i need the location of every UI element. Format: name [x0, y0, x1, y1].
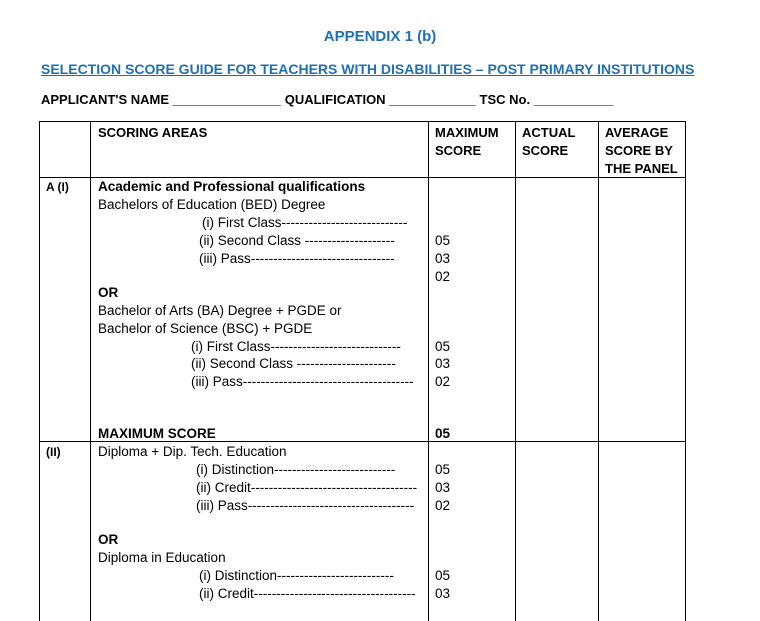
- edu-score-credit: 03: [435, 586, 451, 601]
- bed-score-first: 05: [435, 233, 451, 248]
- diploma-education-title: Diploma in Education: [98, 550, 226, 565]
- ba-score-second: 03: [435, 356, 451, 371]
- diploma-item-credit: (ii) Credit-------------------------------------: [196, 480, 418, 495]
- ba-title-line-2: Bachelor of Science (BSC) + PGDE: [98, 321, 313, 336]
- bed-score-second: 03: [435, 251, 451, 266]
- column-header-average-score: AVERAGE SCORE BY THE PANEL: [605, 125, 678, 176]
- diploma-score-pass: 02: [435, 498, 451, 513]
- document-title: SELECTION SCORE GUIDE FOR TEACHERS WITH DISABILITIES – POST PRIMARY INSTITUTIONS: [41, 61, 695, 77]
- ba-score-pass: 02: [435, 374, 451, 389]
- diploma-score-credit: 03: [435, 480, 451, 495]
- column-header-actual-score: ACTUAL SCORE: [522, 125, 576, 158]
- edu-score-distinction: 05: [435, 568, 451, 583]
- section-a-heading: Academic and Professional qualifications: [98, 179, 366, 194]
- appendix-title: APPENDIX 1 (b): [323, 28, 437, 45]
- diploma-item-pass: (iii) Pass-------------------------------------: [196, 498, 415, 513]
- applicant-line: APPLICANT'S NAME _______________ QUALIFICATION ____________ TSC No. ___________: [41, 92, 614, 107]
- bed-title: Bachelors of Education (BED) Degree: [98, 197, 326, 212]
- ba-item-pass: (iii) Pass--------------------------------------: [191, 374, 414, 389]
- score-table: [39, 121, 686, 621]
- diploma-item-distinction: (i) Distinction---------------------------: [196, 462, 396, 477]
- column-header-maximum-score: MAXIMUM SCORE: [435, 125, 499, 158]
- edu-item-distinction: (i) Distinction--------------------------: [199, 568, 394, 583]
- or-label-2: OR: [98, 532, 119, 547]
- bed-item-pass: (iii) Pass--------------------------------: [199, 251, 395, 266]
- bed-item-second-class: (ii) Second Class --------------------: [199, 233, 395, 248]
- ba-title-line-1: Bachelor of Arts (BA) Degree + PGDE or: [98, 303, 342, 318]
- ba-item-second-class: (ii) Second Class ----------------------: [191, 356, 396, 371]
- or-label: OR: [98, 285, 119, 300]
- diploma-title: Diploma + Dip. Tech. Education: [98, 444, 287, 459]
- maximum-score-value: 05: [435, 426, 451, 441]
- diploma-score-distinction: 05: [435, 462, 451, 477]
- section-label-a: A (I): [46, 180, 69, 194]
- bed-item-first-class: (i) First Class----------------------------: [202, 215, 408, 230]
- ba-score-first: 05: [435, 339, 451, 354]
- maximum-score-label: MAXIMUM SCORE: [98, 426, 216, 441]
- column-header-scoring-areas: SCORING AREAS: [98, 125, 208, 140]
- section-label-ii: (II): [46, 445, 61, 459]
- edu-item-credit: (ii) Credit------------------------------------: [199, 586, 416, 601]
- bed-score-pass: 02: [435, 269, 451, 284]
- ba-item-first-class: (i) First Class-----------------------------: [191, 339, 401, 354]
